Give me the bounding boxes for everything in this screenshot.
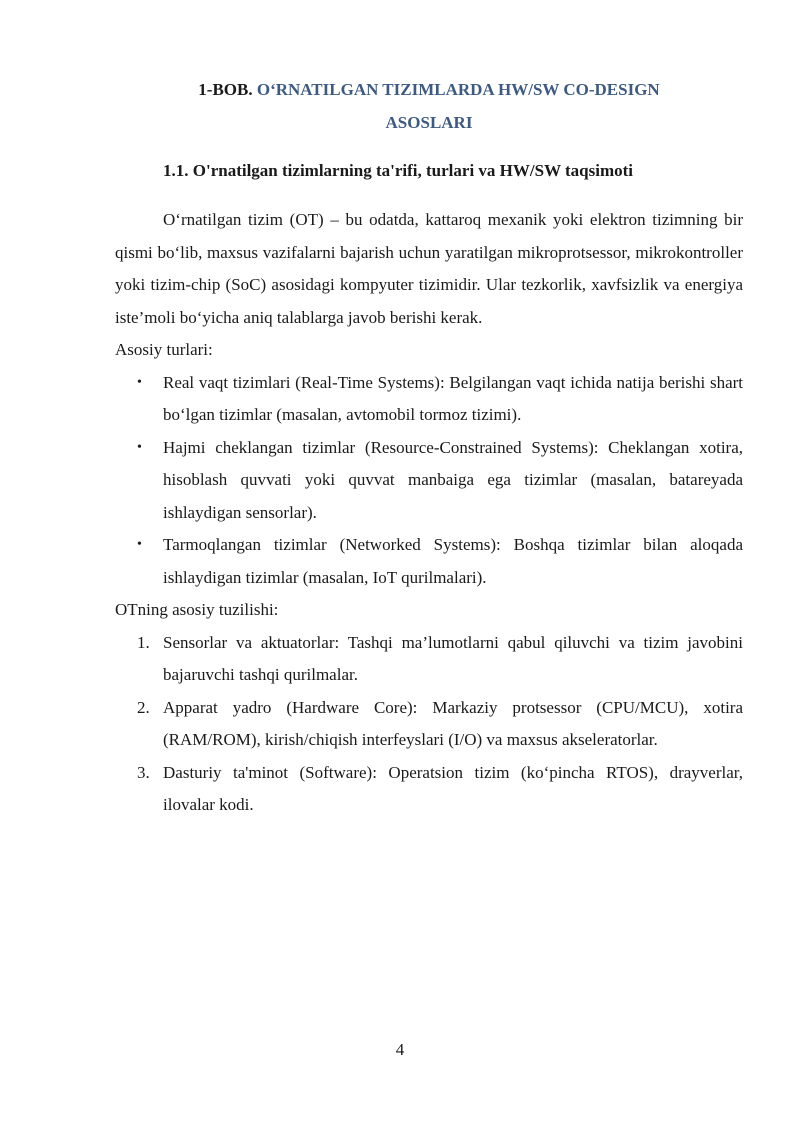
bullet-marker: • — [137, 374, 142, 390]
bullet-marker: • — [137, 537, 142, 552]
list-item-text: Dasturiy ta'minot (Software): Operatsion tizim (ko‘pincha RTOS), drayverlar, ilovalar kodi. — [163, 762, 743, 814]
list-number: 3. — [137, 762, 150, 782]
list-item — [115, 529, 743, 594]
list-number: 2. — [137, 697, 150, 717]
structure-heading: OTning asosiy tuzilishi: — [115, 600, 279, 619]
list-item — [115, 627, 743, 692]
list-item-text: Sensorlar va aktuatorlar: Tashqi ma’lumotlarni qabul qiluvchi va tizim javobini bajaruvchi tashqi qurilmalar. — [163, 632, 743, 684]
chapter-title-line1: O‘RNATILGAN TIZIMLARDA HW/SW CO-DESIGN — [256, 80, 660, 99]
list-number: 1. — [137, 632, 150, 652]
intro-paragraph: O‘rnatilgan tizim (OT) – bu odatda, kattaroq mexanik yoki elektron tizimning bir qismi bo‘lib, maxsus vazifalarni bajarish uchun yaratilgan mikroprotsessor, mikrokontroller yoki tizim-chip (SoC) asosidagi kompyuter tizimidir. Ular tezkorlik, xavfsizlik va energiya iste’moli bo‘yicha aniq talablarga javob berishi kerak. — [115, 210, 743, 327]
list-item-text: Apparat yadro (Hardware Core): Markaziy protsessor (CPU/MCU), xotira (RAM/ROM), kirish/chiqish interfeyslari (I/O) va maxsus akseleratorlar. — [163, 697, 743, 749]
section-title: 1.1. O'rnatilgan tizimlarning ta'rifi, turlari va HW/SW taqsimoti — [163, 161, 634, 180]
structure-list — [115, 627, 743, 822]
chapter-title-line2: ASOSLARI — [385, 113, 473, 132]
types-heading: Asosiy turlari: — [115, 340, 213, 359]
list-item — [115, 757, 743, 822]
page-number: 4 — [395, 1040, 405, 1059]
chapter-number: 1-BOB. — [198, 80, 253, 99]
list-item — [115, 432, 743, 530]
chapter-title — [115, 73, 743, 139]
list-item — [115, 692, 743, 757]
types-list — [115, 367, 743, 595]
list-item — [115, 367, 743, 432]
list-item-text: Hajmi cheklangan tizimlar (Resource-Constrained Systems): Cheklangan xotira, hisoblash quvvati yoki quvvat manbaiga ega tizimlar (masalan, batareyada ishlaydigan sensorlar). — [163, 437, 743, 522]
bullet-marker: • — [137, 439, 142, 455]
body-text — [115, 204, 743, 822]
list-item-text: Tarmoqlangan tizimlar (Networked Systems): Boshqa tizimlar bilan aloqada ishlaydigan tizimlar (masalan, IoT qurilmalari). — [163, 535, 743, 587]
list-item-text: Real vaqt tizimlari (Real-Time Systems): Belgilangan vaqt ichida natija berishi shart bo‘lgan tizimlar (masalan, avtomobil tormoz tizimi). — [163, 372, 743, 424]
